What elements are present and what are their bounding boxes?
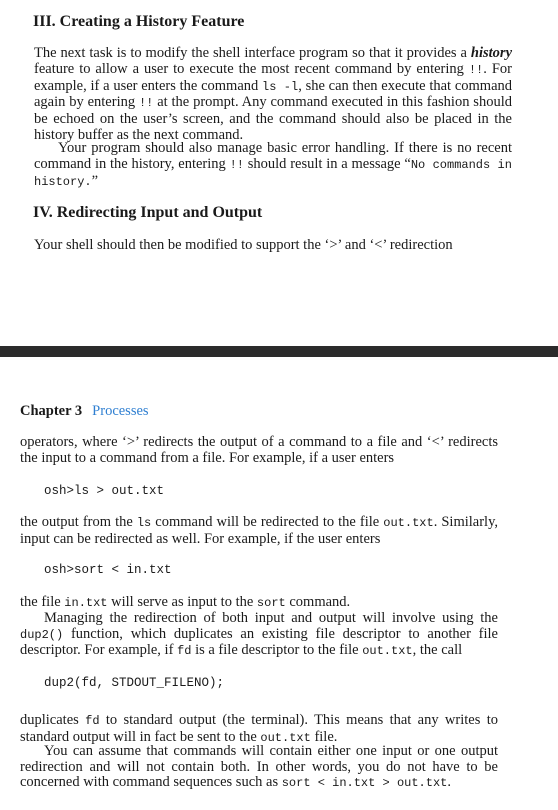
- inline-code: out.txt: [260, 730, 311, 745]
- inline-code: No commands in history.: [34, 157, 512, 189]
- page-top: [0, 0, 558, 346]
- inline-code: sort < in.txt > out.txt: [281, 776, 448, 791]
- inline-code: fd: [85, 714, 100, 728]
- inline-code: !!: [138, 96, 154, 111]
- emphasis-history: history: [470, 45, 512, 61]
- chapter-label: Chapter 3: [20, 403, 83, 419]
- text-run: Managing the redirection of both input and output will involve using the: [44, 610, 498, 626]
- chapter-header: [20, 403, 149, 420]
- text-run: at the prompt. Any command executed in this fashion should be echoed on the user’s screen, and the command should also be placed in the history buffer as the next command.: [34, 94, 512, 143]
- inline-code: ls: [136, 516, 152, 530]
- inline-code: out.txt: [383, 516, 434, 530]
- text-run: to standard output (the terminal). This means that any writes to standard output will in fact be sent to the: [20, 712, 498, 745]
- inline-code: dup2(): [20, 627, 64, 642]
- text-run: file.: [310, 728, 338, 745]
- code-block-dup2: dup2(fd, STDOUT_FILENO);: [44, 676, 225, 690]
- paragraph-dup2: [20, 611, 498, 660]
- text-run: .: [447, 774, 451, 791]
- inline-code: sort: [256, 596, 286, 610]
- inline-code: fd: [177, 644, 192, 659]
- text-run: the file: [20, 594, 65, 610]
- paragraph-redirect-intro: Your shell should then be modified to support the ‘>’ and ‘<’ redirection: [34, 237, 453, 253]
- paragraph-output-redirect: [20, 515, 498, 547]
- section-heading-redirect: IV. Redirecting Input and Output: [33, 204, 263, 221]
- inline-code: !!: [229, 157, 244, 172]
- section-heading-history: III. Creating a History Feature: [33, 13, 245, 30]
- text-run: should result in a message “: [243, 155, 411, 172]
- chapter-name: Processes: [92, 403, 149, 419]
- paragraph-operators: operators, where ‘>’ redirects the output of a command to a file and ‘<’ redirects the input to a command from a file. For example, if a user enters: [20, 434, 498, 466]
- text-run: , the call: [412, 642, 463, 659]
- text-run: . Similarly, input can be redirected as well. For example, if the user enters: [20, 514, 499, 547]
- inline-code: in.txt: [64, 596, 108, 610]
- text-run: command will be redirected to the file: [151, 514, 384, 530]
- text-run: The next task is to modify the shell interface program so that it provides a: [34, 45, 471, 61]
- code-block-sort: osh>sort < in.txt: [44, 563, 172, 577]
- inline-code: ls -l: [262, 79, 299, 94]
- paragraph-history-feature: [34, 46, 512, 144]
- paragraph-duplicates: [20, 713, 498, 746]
- inline-code: out.txt: [362, 644, 413, 659]
- text-run: will serve as input to the: [107, 594, 257, 610]
- text-run: ”: [91, 172, 99, 189]
- text-run: feature to allow a user to execute the most recent command by entering: [34, 60, 469, 77]
- text-run: command.: [285, 594, 351, 610]
- text-run: You can assume that commands will contain either one input or one output redirection and will not contain both. In other words, you do not have to be concerned with command sequences such as: [20, 743, 498, 791]
- page-divider: [0, 346, 558, 357]
- inline-code: !!: [468, 62, 484, 77]
- paragraph-assumption: [20, 744, 498, 792]
- text-run: . For example, if a user enters the command: [34, 60, 512, 94]
- text-run: is a file descriptor to the file: [191, 642, 363, 659]
- text-run: Your program should also manage basic error handling. If there is no recent command in the history, entering: [34, 140, 512, 172]
- text-run: function, which duplicates an existing file descriptor to another file descriptor. For example, if: [20, 625, 498, 659]
- text-run: , she can then execute that command again by entering: [34, 77, 513, 111]
- paragraph-error-handling: [34, 141, 512, 190]
- text-run: duplicates: [20, 712, 86, 728]
- code-block-ls: osh>ls > out.txt: [44, 484, 165, 498]
- text-run: the output from the: [20, 514, 137, 530]
- page-bottom: [0, 357, 558, 810]
